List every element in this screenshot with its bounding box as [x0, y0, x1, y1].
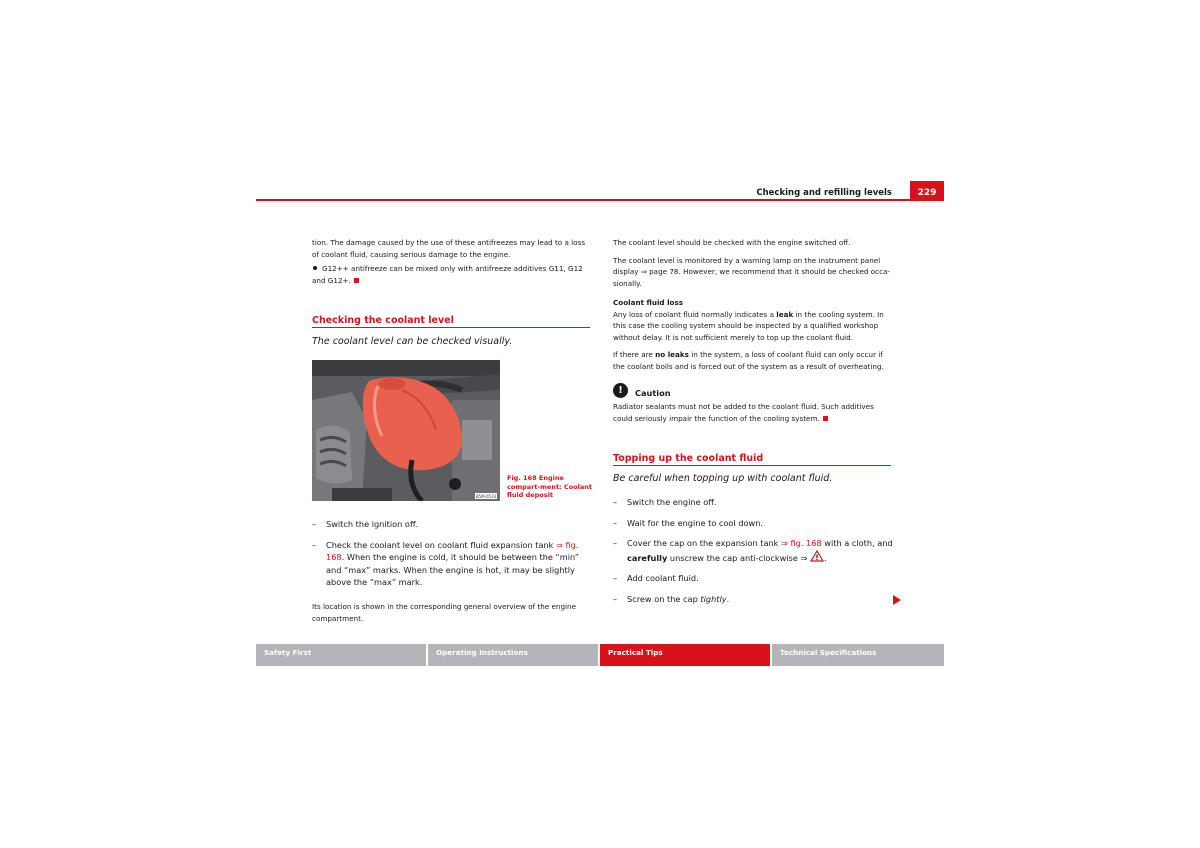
left-steps [312, 518, 590, 589]
tab-practical-tips[interactable]: Practical Tips [600, 644, 770, 666]
step-item: – Add coolant fluid. [613, 573, 699, 583]
section-heading: Topping up the coolant fluid [613, 453, 891, 466]
subheading: Coolant fluid loss [613, 298, 684, 307]
page-number: 229 [910, 181, 944, 201]
next-page-arrow-icon[interactable] [893, 590, 901, 609]
right-steps [613, 496, 903, 605]
tab-operating-instructions[interactable]: Operating Instructions [428, 644, 598, 666]
header-rule [256, 199, 944, 201]
figure-code: B5M-0533 [475, 494, 497, 499]
paragraph: The coolant level should be checked with the engine switched off. [613, 238, 851, 247]
caution-header [613, 382, 891, 398]
page-reference-link[interactable]: ⇒ page 78 [640, 267, 679, 276]
step-item: – Switch the ignition off. [312, 519, 419, 529]
warning-triangle-icon[interactable] [810, 550, 824, 562]
figure-caption: Fig. 168 Engine compart-ment: Coolant fluid deposit [507, 474, 592, 500]
figure-reference-link[interactable]: ⇒ fig. 168 [326, 539, 579, 562]
step-text: Check the coolant level on coolant fluid expansion tank [326, 539, 554, 550]
step-item: – Wait for the engine to cool down. [613, 517, 764, 528]
right-column [613, 237, 891, 372]
caution-icon: ! [613, 383, 628, 398]
end-square-icon [354, 278, 359, 283]
bullet-item [312, 263, 590, 286]
step-text-cont: . When the engine is cold, it should be between the “min” and “max” marks. When the engine is hot, it may be slightly above the “max” mark. [326, 552, 580, 587]
step-item: – Cover the cap on the expansion tank ⇒ fig. 168 with a cloth, and carefully unscrew the cap anti-clockwise ⇒ . [613, 538, 893, 563]
end-square-icon [823, 416, 828, 421]
engine-compartment-photo [312, 360, 500, 501]
caution-box [613, 382, 891, 424]
bullet-dot-icon [313, 266, 317, 270]
section-heading: Checking the coolant level [312, 315, 590, 328]
intro-paragraph: tion. The damage caused by the use of these antifreezes may lead to a loss of coolant fluid, causing serious damage to the engine. [312, 238, 586, 259]
left-column [312, 237, 590, 347]
step-text: Switch the ignition off. [326, 519, 419, 529]
topping-up-section [613, 453, 891, 484]
figure-reference-link[interactable]: ⇒ fig. 168 [781, 538, 822, 548]
section-title: Checking and refilling levels [756, 188, 892, 198]
tab-technical-specifications[interactable]: Technical Specifications [772, 644, 944, 666]
step-item: – Switch the engine off. [613, 497, 717, 507]
paragraph: Any loss of coolant fluid normally indicates a leak in the cooling system. In this case the cooling system should be inspected by a qualified workshop without delay. It is not sufficient merely to top up the coolant fluid. [613, 309, 884, 342]
section-intro: Be careful when topping up with coolant fluid. [613, 473, 833, 484]
location-note: Its location is shown in the corresponding general overview of the engine compartment. [312, 602, 577, 623]
caution-title: Caution [635, 388, 671, 398]
bullet-text: G12++ antifreeze can be mixed only with antifreeze additives G11, G12 and G12+. [312, 264, 583, 285]
section-intro: The coolant level can be checked visually. [312, 336, 513, 347]
paragraph: If there are no leaks in the system, a loss of coolant fluid can only occur if the coolant boils and is forced out of the system as a result of overheating. [613, 350, 884, 371]
paragraph: The coolant level is monitored by a warning lamp on the instrument panel display ⇒ page 78. However, we recommend that it should be checked occa-sionally. [613, 255, 891, 288]
engine-illustration [312, 360, 500, 501]
step-item: – Check the coolant level on coolant fluid expansion tank ⇒ fig. 168. When the engine is cold, it should be between the “min” and “max” marks. When the engine is hot, it may be slightly above the “max” mark. [312, 539, 580, 587]
step-item: – Screw on the cap tightly. [613, 593, 730, 604]
tab-safety-first[interactable]: Safety First [256, 644, 426, 666]
caution-text: Radiator sealants must not be added to the coolant fluid. Such additives could seriously impair the function of the cooling system. [613, 402, 874, 423]
